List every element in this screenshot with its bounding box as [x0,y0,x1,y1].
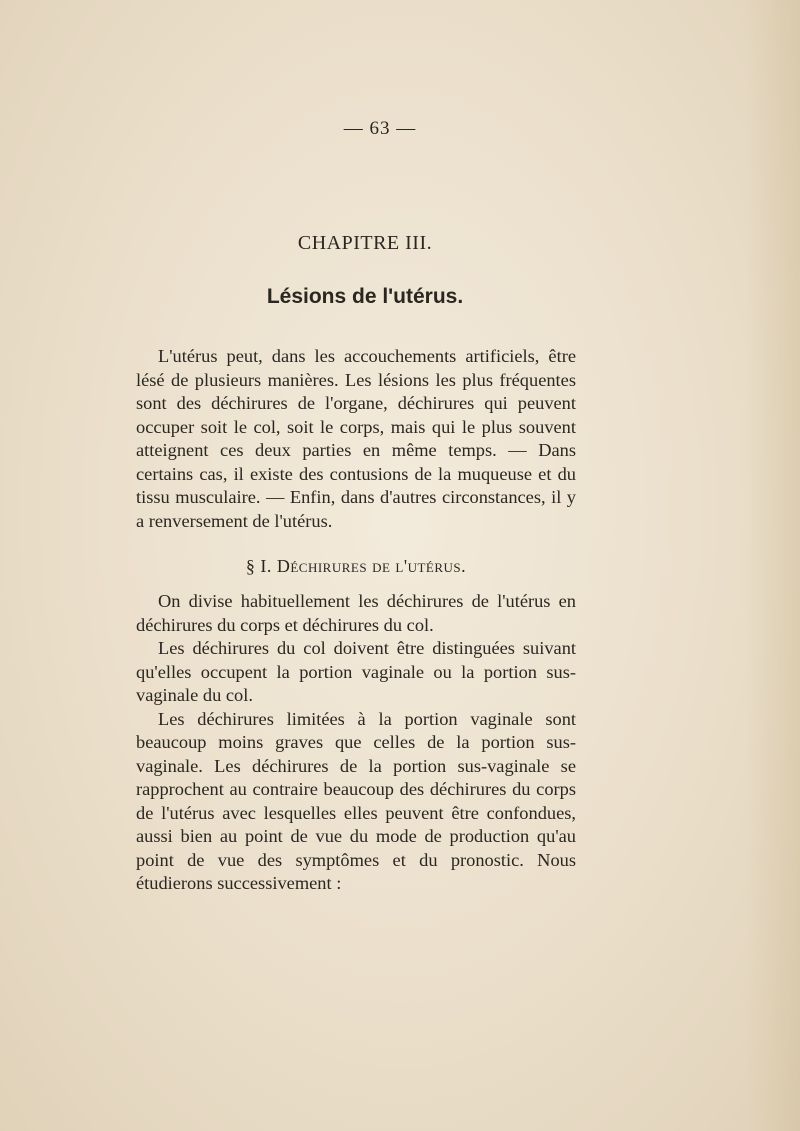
intro-paragraph [136,345,576,533]
section-heading: § I. Déchirures de l'utérus. [245,556,467,576]
section-body [136,590,576,896]
chapter-heading: CHAPITRE III. [297,232,433,254]
paragraph: On divise habituellement les déchirures de l'utérus en déchirures du corps et déchirures du col. [136,591,576,635]
chapter-title: Lésions de l'utérus. [266,285,464,308]
paragraph: Les déchirures du col doivent être distinguées suivant qu'elles occupent la portion vaginale ou la portion sus-vaginale du col. [136,638,576,705]
page-number: — 63 — [343,118,417,139]
page-edge-shadow [745,0,800,1131]
paragraph: Les déchirures limitées à la portion vaginale sont beaucoup moins graves que celles de la portion sus-vaginale. Les déchirures de la portion sus-vaginale se rapprochent au contraire beaucoup des déchirures du corps de l'utérus avec lesquelles elles peuvent être confondues, aussi bien au point de vue du mode de production qu'au point de vue des symptômes et du pronostic. Nous étudierons successivement : [136,708,576,893]
paragraph: L'utérus peut, dans les accouchements artificiels, être lésé de plusieurs manières. Les lésions les plus fréquentes sont des déchirures de l'organe, déchirures qui peuvent occuper soit le col, soit le corps, mais qui le plus souvent atteignent ces deux parties en même temps. — Dans certains cas, il existe des contusions de la muqueuse et du tissu musculaire. — Enfin, dans d'autres circonstances, il y a renversement de l'utérus. [136,346,576,531]
